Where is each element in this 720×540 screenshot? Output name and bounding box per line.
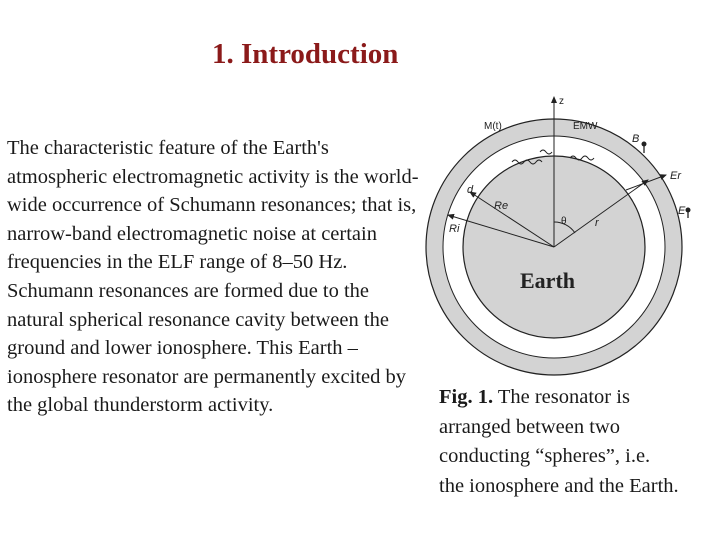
theta-label: θ	[561, 216, 567, 227]
figure-caption	[439, 383, 679, 501]
er-label: Er	[670, 170, 681, 182]
b-label: B	[632, 133, 640, 145]
re-label: Re	[494, 200, 509, 212]
e-field-dot	[686, 208, 691, 213]
e-label: E	[678, 205, 686, 217]
r-label: r	[595, 217, 599, 229]
b-field-dot	[642, 142, 647, 147]
slide-title: 1. Introduction	[212, 38, 399, 70]
z-label: z	[559, 96, 564, 107]
ri-label: Ri	[449, 223, 460, 235]
emw-label: EMW	[573, 121, 598, 132]
d-label: d	[467, 184, 474, 196]
caption-text: The resonator is arranged between two conducting “spheres”, i.e. the ionosphere and the Earth.	[439, 386, 679, 497]
m-label: M(t)	[484, 121, 502, 132]
body-paragraph: The characteristic feature of the Earth's atmospheric electromagnetic activity is the world-wide occurrence of Schumann resonances; that is, narrow-band electromagnetic noise at certain frequencies in the ELF range of 8–50 Hz. Schumann resonances are formed due to the natural spherical resonance cavity between the ground and lower ionosphere. This Earth – ionosphere resonator are permanently excited by the global thunderstorm activity.	[7, 137, 419, 417]
caption-label: Fig. 1.	[439, 386, 494, 408]
earth-label: Earth	[520, 268, 575, 293]
earth-ionosphere-diagram	[430, 85, 720, 345]
